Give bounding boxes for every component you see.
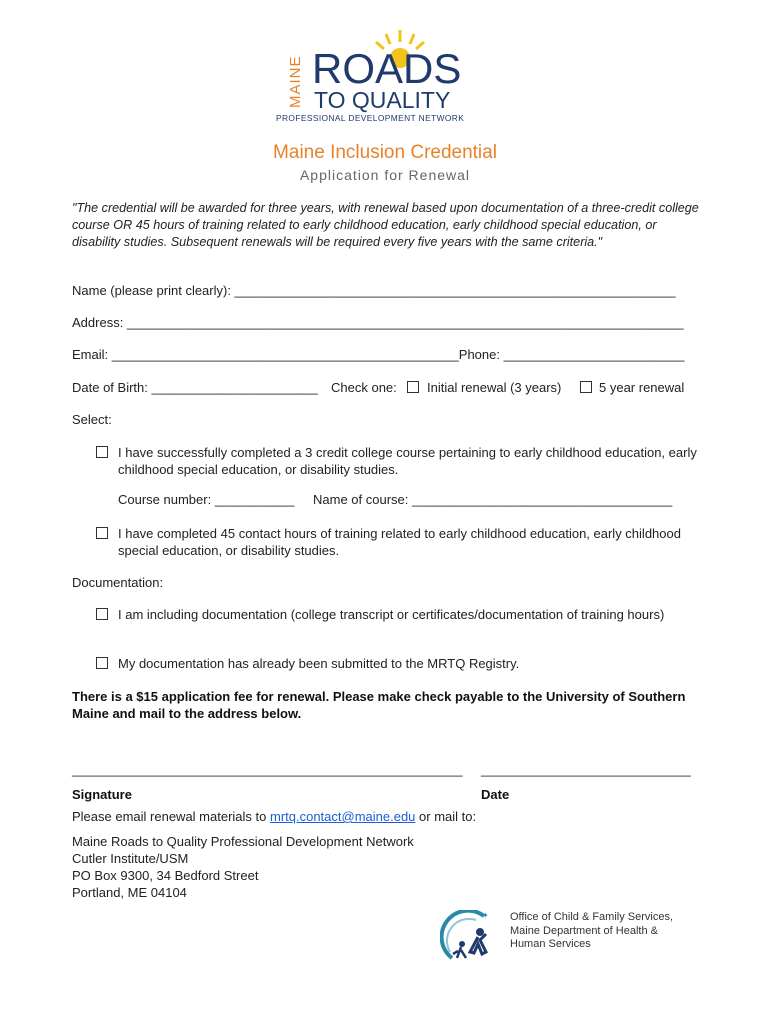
org-line: Office of Child & Family Services, bbox=[510, 911, 674, 923]
address-line: Portland, ME 04104 bbox=[72, 885, 187, 900]
org-line: Human Services bbox=[510, 938, 591, 950]
svg-text:MAINE: MAINE bbox=[287, 55, 304, 108]
five-year-renewal-checkbox[interactable] bbox=[580, 381, 592, 393]
mrtq-logo bbox=[270, 28, 500, 124]
course-option-checkbox[interactable] bbox=[96, 446, 108, 458]
address-field[interactable]: Address: _____________________________________________________________________________ bbox=[72, 315, 684, 330]
including-doc-text: I am including documentation (college transcript or certificates/documentation of training hours) bbox=[118, 607, 665, 622]
address-line: Maine Roads to Quality Professional Development Network bbox=[72, 834, 414, 849]
svg-text:PROFESSIONAL DEVELOPMENT NETWO: PROFESSIONAL DEVELOPMENT NETWORK bbox=[276, 113, 465, 123]
mailing-address bbox=[72, 833, 414, 901]
training-option-text: I have completed 45 contact hours of training related to early childhood education, early childhood special education, or disability studies. bbox=[118, 526, 681, 558]
credential-quote: "The credential will be awarded for three years, with renewal based upon documentation of a three-credit college course OR 45 hours of training related to early childhood education, early childhood special education, or disability studies. Subsequent renewals will be required every five years with the same criteria." bbox=[72, 201, 699, 249]
signature-label: Signature bbox=[72, 787, 132, 802]
document-title: Maine Inclusion Credential bbox=[273, 142, 497, 163]
dhhs-org-text bbox=[510, 911, 673, 952]
five-year-renewal-label: 5 year renewal bbox=[599, 380, 685, 395]
training-option-checkbox[interactable] bbox=[96, 527, 108, 539]
course-option-text: I have successfully completed a 3 credit college course pertaining to early childhood education, early childhood special education, or disability studies. bbox=[118, 445, 697, 477]
org-line: Maine Department of Health & bbox=[510, 924, 658, 937]
email-phone-field[interactable]: Email: ________________________________________________Phone: _________________________ bbox=[72, 347, 685, 362]
initial-renewal-checkbox[interactable] bbox=[407, 381, 419, 393]
email-instructions bbox=[72, 809, 476, 824]
submitted-doc-text: My documentation has already been submitted to the MRTQ Registry. bbox=[118, 656, 520, 671]
email-suffix: or mail to: bbox=[415, 809, 477, 824]
select-label: Select: bbox=[72, 412, 112, 427]
address-line: Cutler Institute/USM bbox=[72, 851, 189, 866]
submitted-doc-checkbox[interactable] bbox=[96, 657, 108, 669]
initial-renewal-label: Initial renewal (3 years) bbox=[427, 380, 562, 395]
svg-text:ROADS: ROADS bbox=[312, 45, 462, 92]
dob-field[interactable]: Date of Birth: _______________________ bbox=[72, 380, 318, 395]
documentation-label: Documentation: bbox=[72, 575, 164, 590]
course-name-field[interactable]: Name of course: ____________________________________ bbox=[313, 492, 673, 507]
email-link[interactable]: mrtq.contact@maine.edu bbox=[269, 809, 416, 824]
email-prefix: Please email renewal materials to bbox=[72, 809, 270, 824]
course-number-field[interactable]: Course number: ___________ bbox=[118, 492, 295, 507]
name-field[interactable]: Name (please print clearly): _____________________________________________________________ bbox=[72, 283, 676, 298]
document-subtitle: Application for Renewal bbox=[299, 167, 471, 183]
address-line: PO Box 9300, 34 Bedford Street bbox=[72, 868, 259, 883]
fee-notice: There is a $15 application fee for renewal. Please make check payable to the University of Southern Maine and mail to the address below. bbox=[72, 689, 686, 721]
svg-text:✦: ✦ bbox=[482, 911, 489, 920]
check-one-label: Check one: bbox=[331, 380, 397, 395]
svg-text:TO QUALITY: TO QUALITY bbox=[314, 87, 451, 113]
dhhs-logo-icon bbox=[440, 910, 500, 968]
date-line[interactable]: _____________________________ bbox=[481, 762, 691, 777]
including-doc-checkbox[interactable] bbox=[96, 608, 108, 620]
sun-logo-icon bbox=[270, 28, 500, 124]
date-label: Date bbox=[481, 787, 510, 802]
signature-line[interactable]: ______________________________________________________ bbox=[72, 762, 463, 777]
